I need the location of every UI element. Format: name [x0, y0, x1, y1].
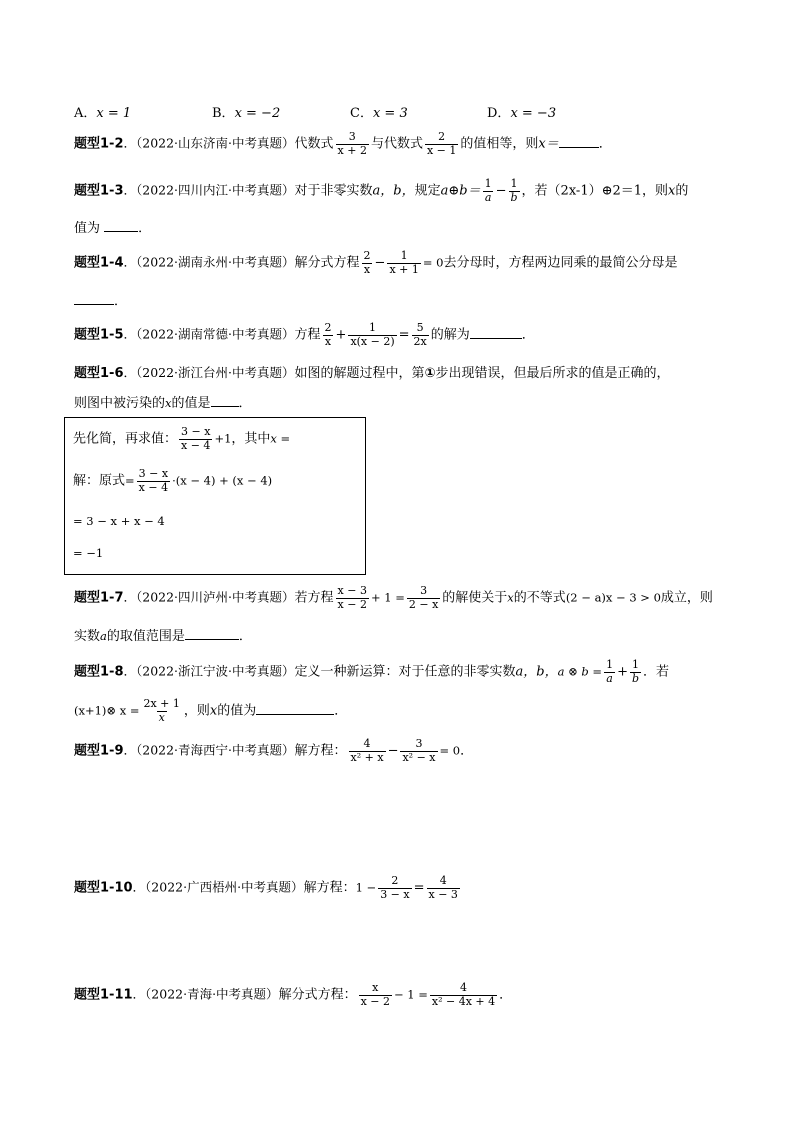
question-text: = 0 — [422, 255, 444, 270]
question-text: 实数 — [74, 629, 101, 644]
fraction — [483, 178, 494, 204]
denominator: 2 − x — [408, 597, 439, 611]
fraction — [387, 250, 420, 276]
question-text: ． — [499, 987, 513, 1003]
numerator: 2 — [438, 130, 446, 143]
answer-blank[interactable] — [185, 627, 239, 640]
question-text: ． — [460, 743, 474, 759]
denominator: a — [606, 671, 613, 685]
fraction — [349, 738, 386, 764]
numerator: 1 — [484, 177, 492, 190]
question-text: − — [495, 183, 507, 199]
question-text: + — [617, 664, 628, 680]
question-1-4-line2 — [74, 290, 127, 309]
question-1-3-line2: 值为 ． — [74, 221, 152, 236]
question-text: 的值为 — [217, 703, 257, 719]
numerator: x − 3 — [337, 584, 367, 597]
question-source: ．（2022·浙江台州·中考真题） — [123, 365, 295, 380]
option-d-label: D． — [487, 106, 511, 121]
question-source: ．（2022·湖南常德·中考真题） — [123, 326, 295, 342]
question-text: 方程 — [294, 327, 321, 343]
question-text: ． — [238, 629, 252, 644]
answer-blank[interactable] — [104, 219, 138, 232]
numerator: x — [372, 981, 379, 994]
box-text: +1 — [214, 431, 232, 446]
box-line-2 — [73, 468, 272, 494]
numerator: 1 — [369, 321, 377, 334]
numerator: 1 — [606, 658, 614, 671]
question-text: a⊕b＝ — [440, 183, 481, 199]
option-b-value: x = −2 — [234, 106, 281, 121]
numerator: 1 — [510, 177, 518, 190]
option-c-label: C． — [350, 106, 373, 121]
question-text: 则图中被污染的 — [74, 396, 166, 411]
box-text: = — [125, 473, 135, 488]
question-text: 解分式方程 — [294, 255, 360, 271]
question-text: 解分式方程： — [278, 987, 357, 1003]
box-text: 先化简，再求值： — [73, 431, 178, 447]
denominator: x(x − 2) — [350, 334, 395, 348]
question-text: 的值相等，则 — [460, 136, 539, 152]
fraction — [336, 131, 369, 157]
question-1-11 — [74, 982, 512, 1008]
question-text: 如图的解题过程中，第 — [294, 366, 425, 381]
fraction — [359, 982, 392, 1008]
question-text: − — [387, 743, 399, 759]
step-marker: ① — [424, 366, 436, 381]
fraction — [348, 322, 396, 348]
answer-blank[interactable] — [74, 292, 114, 305]
option-b — [212, 102, 280, 121]
question-number: 题型1-11 — [74, 987, 133, 1003]
denominator: x — [158, 710, 165, 724]
denominator: x − 1 — [426, 143, 457, 157]
question-text: ．若 — [643, 664, 670, 680]
question-text: 代数式 — [294, 136, 334, 152]
question-source: ．（2022·山东济南·中考真题） — [123, 135, 295, 151]
fraction — [425, 131, 458, 157]
question-number: 题型1-6 — [74, 366, 124, 381]
denominator: x − 2 — [337, 597, 367, 611]
question-1-7-line2 — [74, 625, 252, 644]
numerator: 5 — [416, 321, 424, 334]
question-source: ．（2022·青海·中考真题） — [132, 986, 279, 1002]
question-text: 的不等式 — [513, 590, 566, 606]
question-1-3 — [74, 178, 688, 204]
numerator: 2 — [324, 321, 332, 334]
question-1-8 — [74, 659, 669, 685]
fraction — [179, 426, 212, 452]
question-source: ．（2022·青海西宁·中考真题） — [123, 742, 295, 758]
question-text: 定义一种新运算：对于任意的非零实数 — [294, 664, 516, 680]
question-text: = 0 — [439, 743, 461, 758]
question-number: 题型1-3 — [74, 183, 124, 199]
fraction — [400, 738, 437, 764]
question-text: a，b， — [372, 183, 415, 199]
box-text: x = — [270, 431, 291, 446]
denominator: b — [631, 671, 640, 685]
denominator: b — [510, 190, 518, 204]
question-text: 步出现错误，但最后所求的值是正确的， — [435, 366, 670, 381]
question-text: = — [413, 880, 425, 896]
numerator: 4 — [460, 981, 468, 994]
question-text: ，若（2x-1）⊕2＝1，则 — [521, 183, 669, 199]
question-text: a ⊗ b = — [557, 664, 603, 679]
fraction — [378, 875, 411, 901]
fraction — [630, 659, 641, 685]
denominator: x² − 4x + 4 — [431, 994, 496, 1008]
question-text: 若方程 — [294, 590, 334, 606]
question-text: 与代数式 — [370, 136, 423, 152]
question-text: ． — [334, 703, 348, 719]
question-text: ． — [521, 327, 535, 343]
numerator: 2x + 1 — [143, 697, 180, 710]
question-number: 题型1-10 — [74, 880, 133, 896]
denominator: x — [324, 334, 332, 348]
question-text: = — [398, 327, 410, 343]
numerator: 3 − x — [181, 425, 211, 438]
fraction — [430, 982, 497, 1008]
numerator: 1 — [632, 658, 639, 671]
question-text: 值为 — [74, 221, 101, 236]
question-text: x — [165, 396, 172, 410]
option-a — [74, 102, 131, 121]
question-text: ． — [598, 136, 612, 152]
question-source: ．（2022·浙江宁波·中考真题） — [123, 663, 295, 679]
question-number: 题型1-4 — [74, 255, 124, 271]
denominator: x² − x — [402, 750, 436, 764]
question-text: 1 − — [355, 880, 377, 895]
question-text: 的解使关于 — [442, 590, 508, 606]
option-a-label: A． — [74, 106, 97, 121]
fraction — [427, 875, 460, 901]
numerator: 1 — [400, 249, 408, 262]
denominator: x − 2 — [360, 994, 390, 1008]
question-1-5 — [74, 322, 535, 348]
box-text: 解：原式 — [73, 473, 126, 489]
option-d-value: x = −3 — [510, 106, 557, 121]
fraction — [604, 659, 615, 685]
question-text: ，则 — [183, 703, 210, 719]
fraction — [509, 178, 520, 204]
question-text: − — [374, 255, 386, 271]
denominator: x − 4 — [138, 480, 169, 494]
denominator: x + 2 — [337, 143, 367, 157]
fraction — [412, 322, 429, 348]
denominator: x — [363, 262, 371, 276]
question-text: 的解为 — [430, 327, 470, 343]
box-line-4: = −1 — [73, 546, 104, 560]
question-text: 解方程： — [294, 743, 347, 759]
denominator: x + 1 — [389, 262, 419, 276]
question-text: x＝ — [538, 136, 559, 152]
question-1-4 — [74, 250, 677, 276]
question-source: ．（2022·四川泸州·中考真题） — [123, 589, 295, 605]
question-1-6-line2 — [74, 392, 252, 411]
question-text: ． — [238, 396, 252, 411]
question-text: + — [335, 327, 347, 343]
question-1-7 — [74, 585, 713, 611]
option-c-value: x = 3 — [372, 106, 408, 121]
question-text: 成立，则 — [660, 590, 713, 606]
question-text: + 1 = — [370, 590, 405, 605]
question-text: x — [668, 183, 676, 199]
fraction — [141, 698, 181, 724]
question-text: 去分母时，方程两边同乘的最简公分母是 — [443, 255, 678, 271]
question-number: 题型1-5 — [74, 327, 124, 343]
question-text: ． — [114, 294, 128, 309]
question-1-8-line2 — [74, 698, 347, 724]
box-text: ·(x − 4) + (x − 4) — [172, 473, 273, 488]
fraction — [336, 585, 369, 611]
numerator: 3 — [420, 584, 428, 597]
question-text: − 1 = — [394, 987, 428, 1002]
question-text: 的值是 — [171, 396, 211, 411]
question-source: ．（2022·广西梧州·中考真题） — [132, 879, 304, 895]
numerator: 4 — [363, 737, 371, 750]
question-1-9 — [74, 738, 473, 764]
answer-blank[interactable] — [559, 135, 599, 148]
numerator: 3 — [415, 737, 423, 750]
numerator: 3 − x — [138, 467, 169, 480]
denominator: 3 − x — [380, 887, 410, 901]
question-1-10 — [74, 875, 462, 901]
question-number: 题型1-2 — [74, 136, 124, 152]
numerator: 2 — [363, 249, 371, 262]
question-text: x — [209, 703, 218, 719]
numerator: 4 — [439, 874, 447, 887]
question-1-2 — [74, 131, 612, 157]
denominator: 2x — [413, 334, 427, 348]
denominator: a — [484, 190, 492, 204]
answer-blank[interactable] — [211, 394, 239, 407]
answer-blank[interactable] — [470, 326, 522, 339]
solution-box — [64, 417, 366, 575]
question-1-6 — [74, 362, 670, 381]
denominator: x − 4 — [181, 438, 211, 452]
question-text: 对于非零实数 — [294, 183, 373, 199]
question-text: 规定 — [414, 183, 441, 199]
question-text: (x+1)⊗ x = — [74, 703, 140, 718]
question-number: 题型1-9 — [74, 743, 124, 759]
numerator: 2 — [391, 874, 399, 887]
denominator: x² + x — [350, 750, 384, 764]
question-text: (2 − a)x − 3 > 0 — [565, 590, 661, 605]
fraction — [137, 468, 170, 494]
fraction — [362, 250, 373, 276]
option-b-label: B． — [212, 106, 235, 121]
question-text: a，b， — [515, 664, 558, 680]
box-line-3: = 3 − x + x − 4 — [73, 514, 165, 528]
question-text: x — [507, 590, 514, 605]
question-text: 的 — [675, 183, 689, 199]
question-text: 解方程： — [303, 880, 356, 896]
question-text: 的取值范围是 — [106, 629, 185, 644]
question-text: a — [100, 629, 107, 643]
box-line-1 — [73, 426, 290, 452]
box-text: ，其中 — [231, 431, 271, 447]
option-c — [350, 102, 408, 121]
question-number: 题型1-8 — [74, 664, 124, 680]
question-source: ．（2022·四川内江·中考真题） — [123, 182, 295, 198]
question-number: 题型1-7 — [74, 590, 124, 606]
option-d — [487, 102, 556, 121]
fraction — [407, 585, 440, 611]
numerator: 3 — [348, 130, 356, 143]
option-a-value: x = 1 — [96, 106, 132, 121]
answer-blank[interactable] — [256, 702, 334, 715]
question-source: ．（2022·湖南永州·中考真题） — [123, 254, 295, 270]
denominator: x − 3 — [428, 887, 458, 901]
fraction — [323, 322, 334, 348]
